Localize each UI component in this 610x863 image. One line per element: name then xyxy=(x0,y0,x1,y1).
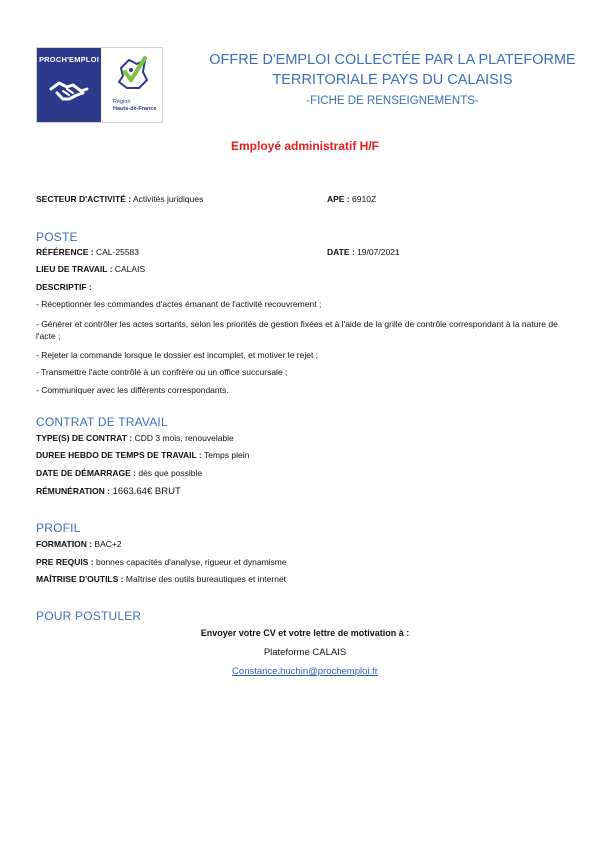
contract-type-value: CDD 3 mois, renouvelable xyxy=(134,433,234,443)
region-logo xyxy=(101,48,162,122)
sector-label: SECTEUR D'ACTIVITÉ : xyxy=(36,194,132,204)
section-contrat-heading: CONTRAT DE TRAVAIL xyxy=(36,415,168,429)
descriptif-item: - Transmettre l'acte contrôlé à un confrère ou un office succursale ; xyxy=(36,367,288,377)
start-date-value: dès que possible xyxy=(138,468,203,478)
formation-label: FORMATION : xyxy=(36,539,93,549)
job-title: Employé administratif H/F xyxy=(230,139,380,153)
salary-label: RÉMUNÉRATION : xyxy=(36,486,110,496)
sector-value: Activités juridiques xyxy=(132,194,204,204)
prerequis-field xyxy=(36,557,287,567)
section-postuler-heading: POUR POSTULER xyxy=(36,609,142,623)
location-value: CALAIS xyxy=(114,264,146,274)
ape-field xyxy=(327,194,376,204)
ape-value: 6910Z xyxy=(352,194,377,204)
region-line1: Région xyxy=(113,99,131,105)
apply-platform: Plateforme CALAIS xyxy=(263,647,347,658)
tools-label: MAÎTRISE D'OUTILS : xyxy=(36,574,124,584)
location-label: LIEU DE TRAVAIL : xyxy=(36,264,113,274)
region-line2: Hauts-de-France xyxy=(113,106,157,112)
formation-field xyxy=(36,539,122,549)
section-profil-heading: PROFIL xyxy=(36,521,81,535)
formation-value: BAC+2 xyxy=(94,539,122,549)
reference-field xyxy=(36,247,139,257)
header-title-line1: OFFRE D'EMPLOI COLLECTÉE PAR LA PLATEFORME xyxy=(209,52,576,68)
descriptif-item: - Communiquer avec les différents correspondants. xyxy=(36,385,229,395)
header-subtitle: -FICHE DE RENSEIGNEMENTS- xyxy=(306,95,479,107)
logo-brand-panel xyxy=(37,48,101,122)
date-field xyxy=(327,247,400,257)
tools-field xyxy=(36,574,286,584)
contract-type-field xyxy=(36,433,234,443)
tools-value: Maîtrise des outils bureautiques et internet xyxy=(125,574,287,584)
apply-email-link[interactable]: Constance.huchin@prochemploi.fr xyxy=(232,666,378,677)
descriptif-label xyxy=(36,282,92,292)
apply-email-row xyxy=(0,666,610,677)
reference-label: RÉFÉRENCE : xyxy=(36,247,94,257)
reference-value: CAL-25583 xyxy=(96,247,140,257)
salary-field xyxy=(36,486,181,497)
prochemploi-logo xyxy=(36,47,163,123)
date-label: DATE : xyxy=(327,247,355,257)
location-field xyxy=(36,264,145,274)
apply-instruction: Envoyer votre CV et votre lettre de motivation à : xyxy=(200,628,410,638)
descriptif-item: - Générer et contrôler les actes sortants, selon les priorités de gestion fixées et à l'aide de la grille de contrôle correspondant à la nature de l'acte ; xyxy=(36,319,558,341)
logo-brand-text: PROCH'EMPLOI xyxy=(38,55,100,64)
handshake-icon xyxy=(49,75,89,105)
work-hours-field xyxy=(36,450,249,460)
start-date-label: DATE DE DÉMARRAGE : xyxy=(36,468,136,478)
work-hours-value: Temps plein xyxy=(203,450,250,460)
start-date-field xyxy=(36,468,202,478)
descriptif-item: - Réceptionner les commandes d'actes émanant de l'activité recouvrement ; xyxy=(36,299,322,309)
sector-field xyxy=(36,194,203,204)
descriptif-label-text: DESCRIPTIF : xyxy=(36,282,92,292)
section-poste-heading: POSTE xyxy=(36,230,78,244)
descriptif-item: - Rejeter la commande lorsque le dossier est incomplet, et motiver le rejet ; xyxy=(36,350,319,360)
work-hours-label: DUREE HEBDO DE TEMPS DE TRAVAIL : xyxy=(36,450,202,460)
salary-value: 1663.64€ BRUT xyxy=(112,486,181,497)
region-label xyxy=(113,99,156,113)
date-value: 19/07/2021 xyxy=(357,247,400,257)
header-title xyxy=(205,50,580,90)
contract-type-label: TYPE(S) DE CONTRAT : xyxy=(36,433,133,443)
region-map-icon xyxy=(115,54,149,94)
prerequis-label: PRE REQUIS : xyxy=(36,557,94,567)
header-title-line2: TERRITORIALE PAYS DU CALAISIS xyxy=(272,72,513,88)
prerequis-value: bonnes capacités d'analyse, rigueur et dynamisme xyxy=(96,557,287,567)
ape-label: APE : xyxy=(327,194,350,204)
